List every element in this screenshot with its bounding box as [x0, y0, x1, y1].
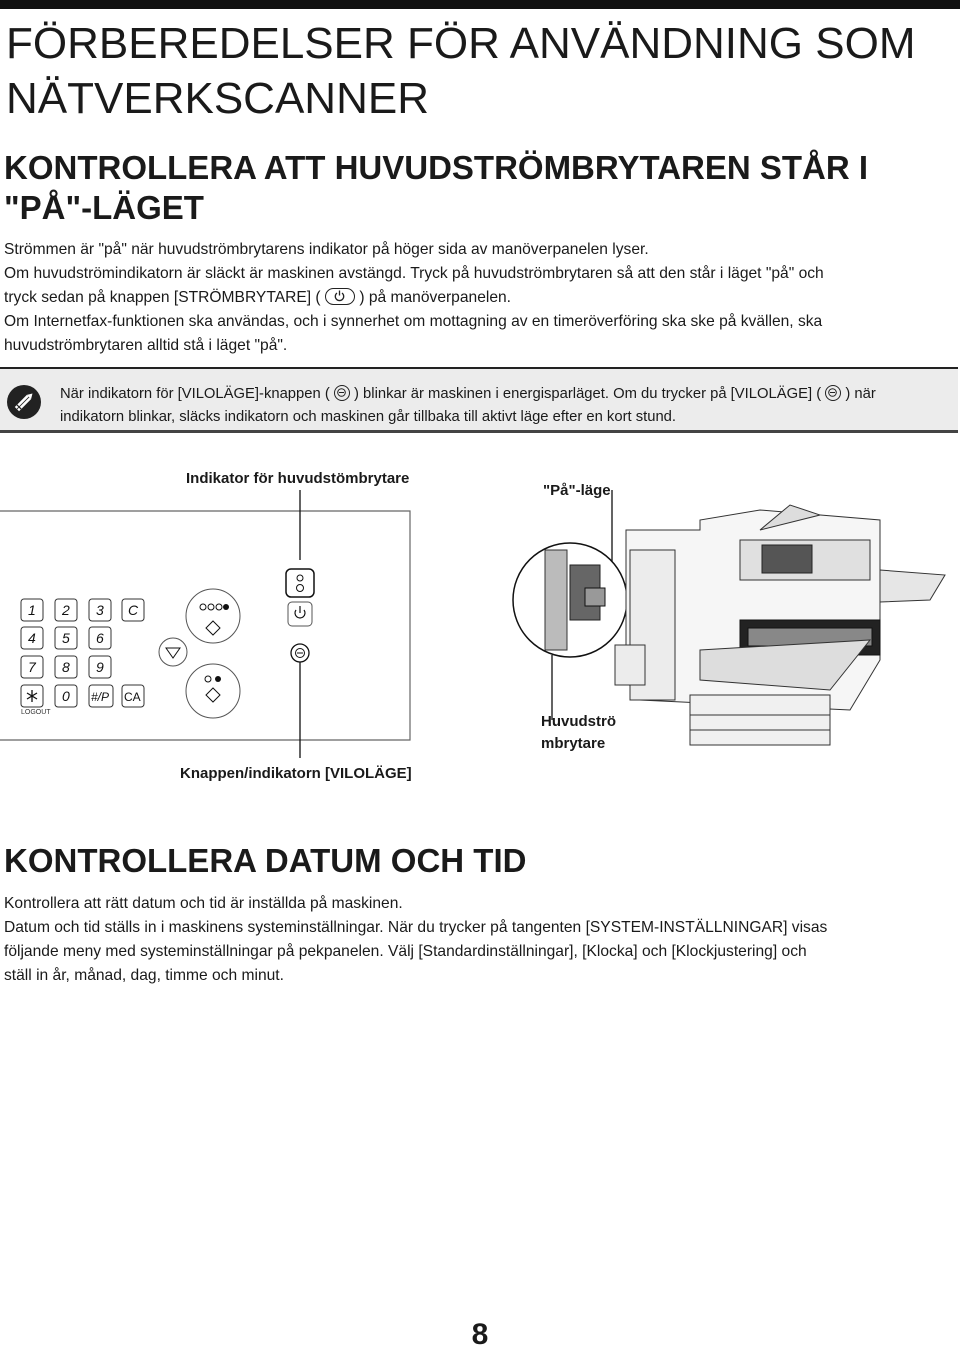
main-switch-label-line2: mbrytare [541, 735, 606, 752]
note-text [60, 383, 952, 429]
note-box [0, 367, 958, 433]
page-title: FÖRBEREDELSER FÖR ANVÄNDNING SOM NÄTVERKSCANNER [6, 19, 916, 123]
page-number: 8 [471, 1318, 489, 1351]
keypad-key-7: 7 [28, 659, 36, 675]
paragraph-line: ställ in år, månad, dag, timme och minut. [4, 967, 284, 984]
keypad-key-4: 4 [28, 630, 36, 646]
power-button-icon [325, 288, 355, 305]
keypad-key-hash-p: #/P [91, 690, 110, 704]
keypad-key-0: 0 [62, 688, 70, 704]
sleep-button-label: Knappen/indikatorn [VILOLÄGE] [180, 765, 412, 782]
logout-label: LOGOUT [21, 709, 51, 716]
keypad-key-5: 5 [62, 630, 70, 646]
section-heading-datetime: KONTROLLERA DATUM OCH TID [4, 842, 527, 879]
sleep-icon [334, 385, 350, 401]
paragraph-line: Strömmen är "på" när huvudströmbrytarens indikator på höger sida av manöverpanelen lyser. [4, 241, 649, 258]
text-fragment: ) när [845, 386, 876, 402]
paragraph-line [4, 286, 956, 310]
paragraph-line: huvudströmbrytaren alltid stå i läget "på". [4, 337, 288, 354]
paragraph-line: Kontrollera att rätt datum och tid är inställda på maskinen. [4, 895, 403, 912]
text-fragment: indikatorn blinkar, släcks indikatorn och maskinen går tillbaka till aktivt läge efter en kort stund. [60, 409, 677, 425]
top-rule [0, 0, 960, 9]
paragraph-line: Om huvudströmindikatorn är släckt är maskinen avstängd. Tryck på huvudströmbrytaren så att den står i läget "på" och [4, 265, 824, 282]
keypad-key-2: 2 [62, 602, 70, 618]
keypad-key-9: 9 [96, 659, 104, 675]
text-fragment: ) blinkar är maskinen i energisparläget. Om du trycker på [VILOLÄGE] ( [354, 386, 822, 402]
control-panel-figure [0, 490, 960, 790]
paragraph-line: Om Internetfax-funktionen ska användas, och i synnerhet om mottagning av en timeröverföring ska ske på kvällen, ska [4, 313, 823, 330]
paragraph-line: Datum och tid ställs in i maskinens systeminställningar. När du trycker på tangenten [SYSTEM-INSTÄLLNINGAR] visas [4, 919, 828, 936]
note-pencil-icon [6, 384, 42, 425]
keypad-key-1: 1 [28, 602, 36, 618]
indicator-label: Indikator för huvudstömbrytare [186, 470, 410, 487]
text-fragment: tryck sedan på knappen [STRÖMBRYTARE] ( [4, 289, 321, 306]
on-position-label: "På"-läge [543, 482, 611, 499]
text-fragment: När indikatorn för [VILOLÄGE]-knappen ( [60, 386, 330, 402]
asterisk-icon [27, 690, 37, 702]
keypad-key-8: 8 [62, 659, 70, 675]
keypad-key-ca: CA [124, 690, 141, 704]
keypad-key-3: 3 [96, 602, 104, 618]
main-switch-label-line1: Huvudströ [541, 713, 616, 730]
section-heading-power: KONTROLLERA ATT HUVUDSTRÖMBRYTAREN STÅR I "PÅ"-LÄGET [4, 149, 869, 226]
keypad-key-6: 6 [96, 630, 104, 646]
keypad-key-c: C [128, 602, 139, 618]
sleep-icon [825, 385, 841, 401]
paragraph-line: följande meny med systeminställningar på pekpanelen. Välj [Standardinställningar], [Klocka] och [Klockjustering] och [4, 943, 807, 960]
text-fragment: ) på manöverpanelen. [359, 289, 512, 306]
